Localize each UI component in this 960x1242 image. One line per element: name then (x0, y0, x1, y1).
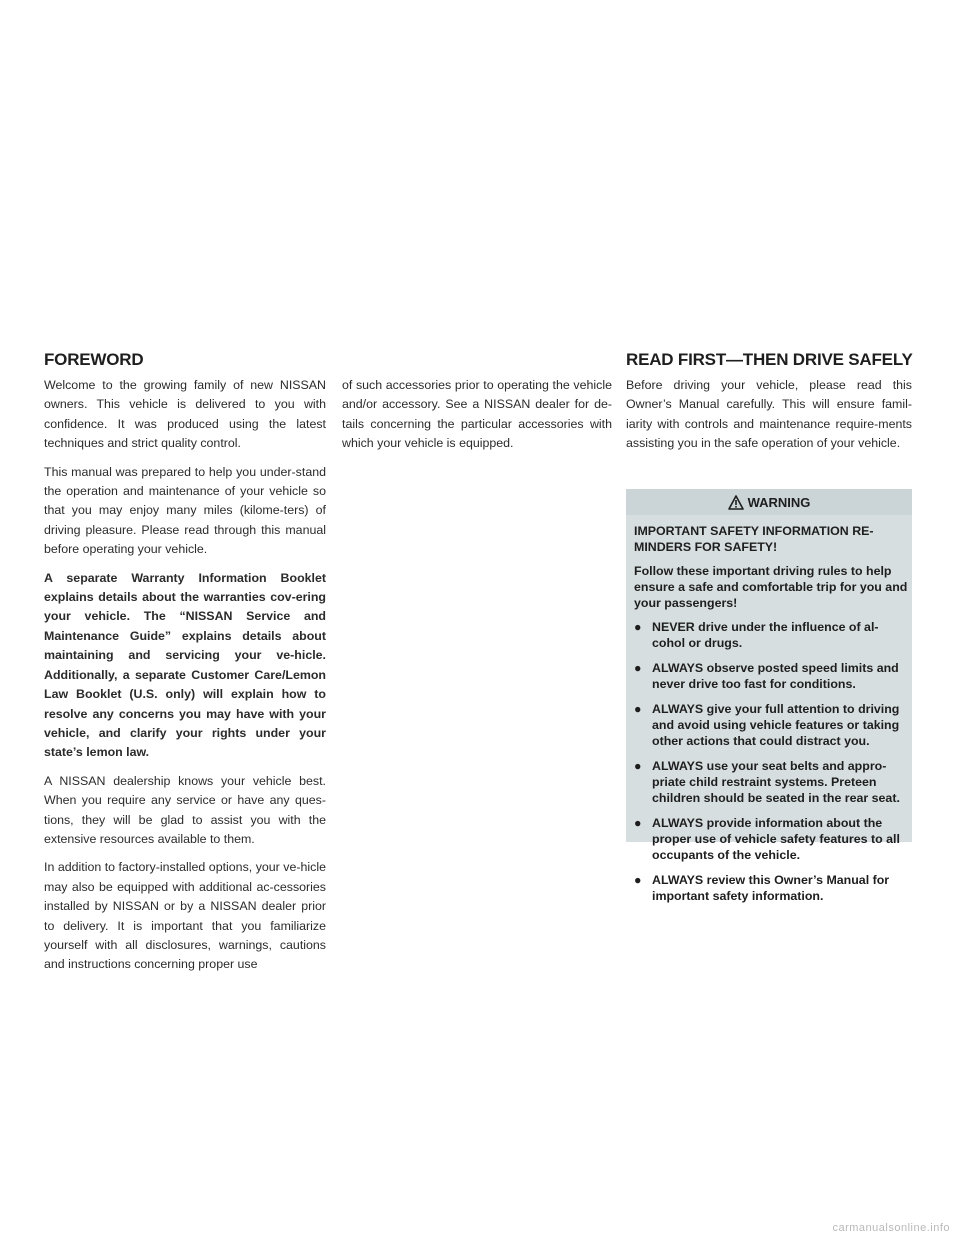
bullet-icon: ● (634, 702, 642, 716)
warranty-paragraph: A separate Warranty Information Booklet explains details about the warranties cov-ering your vehicle. The “NISSAN Service and Maintenance Guide” explains details about maintaining and servicing your ve-hicle. Additionally, a separate Customer Care/Lemon Law Booklet (U.S. only) will explain how to resolve any concerns you may have with your vehicle, and clarify your rights under your state’s lemon law. (44, 570, 326, 760)
before-driving-paragraph: Before driving your vehicle, please read this Owner’s Manual carefully. This will ensure famil-iarity with controls and maintenance require-ments assisting you in the safe operation of your vehicle. (626, 378, 912, 451)
list-item: ● ALWAYS review this Owner’s Manual for important safety information. (634, 873, 890, 903)
warning-list (634, 619, 908, 904)
welcome-paragraph: Welcome to the growing family of new NISSAN owners. This vehicle is delivered to you with confidence. It was produced using the latest techniques and strict quality control. (44, 378, 326, 451)
accessories-continued-paragraph: of such accessories prior to operating the vehicle and/or accessory. See a NISSAN dealer for de-tails concerning the particular accessories with which your vehicle is equipped. (342, 378, 612, 451)
read-first-heading: READ FIRST—THEN DRIVE SAFELY (626, 350, 913, 369)
list-item: ● NEVER drive under the influence of al-cohol or drugs. (634, 620, 879, 650)
foreword-heading: FOREWORD (44, 350, 144, 369)
warning-title: WARNING (747, 494, 811, 510)
bullet-icon: ● (634, 873, 642, 887)
warning-intro-rules: Follow these important driving rules to help ensure a safe and comfortable trip for you and your passengers! (634, 564, 908, 610)
column-3 (626, 376, 912, 463)
watermark: carmanualsonline.info (832, 1222, 950, 1234)
warning-triangle-icon (728, 495, 744, 510)
column-2 (342, 376, 612, 463)
bullet-icon: ● (634, 620, 642, 634)
accessories-paragraph: In addition to factory-installed options, your ve-hicle may also be equipped with additional ac-cessories installed by NISSAN or by a NISSAN dealer prior to delivery. It is important that you familiarize yourself with all disclosures, warnings, cautions and instructions concerning proper use (44, 860, 326, 972)
warning-body (626, 515, 912, 904)
bullet-icon: ● (634, 759, 642, 773)
column-1 (44, 376, 326, 984)
warning-header (626, 489, 912, 515)
list-item: ● ALWAYS give your full attention to driving and avoid using vehicle features or taking other actions that could distract you. (634, 702, 900, 748)
manual-purpose-paragraph: This manual was prepared to help you under-stand the operation and maintenance of your vehicle so that you may enjoy many miles (kilome-ters) of driving pleasure. Please read through this manual before operating your vehicle. (44, 464, 326, 557)
dealership-paragraph: A NISSAN dealership knows your vehicle best. When you require any service or have any ques-tions, they will be glad to assist you with the extensive resources available to them. (44, 773, 326, 846)
list-item: ● ALWAYS use your seat belts and appro-priate child restraint systems. Preteen children should be seated in the rear seat. (634, 759, 900, 805)
list-item: ● ALWAYS provide information about the proper use of vehicle safety features to all occupants of the vehicle. (634, 816, 900, 862)
bullet-icon: ● (634, 816, 642, 830)
warning-intro-reminders: IMPORTANT SAFETY INFORMATION RE-MINDERS FOR SAFETY! (634, 524, 874, 554)
bullet-icon: ● (634, 661, 642, 675)
list-item: ● ALWAYS observe posted speed limits and never drive too fast for conditions. (634, 661, 899, 691)
warning-box (626, 489, 912, 903)
